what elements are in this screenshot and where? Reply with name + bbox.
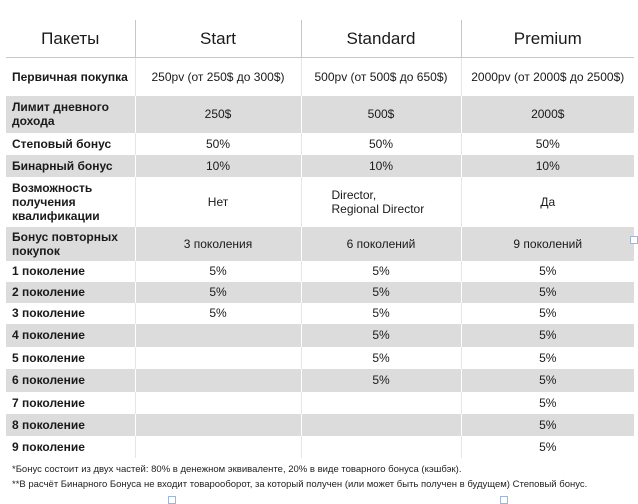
row-label: 8 поколение [6,414,135,436]
row-label: Лимит дневного дохода [6,96,135,133]
cell-premium: 5% [461,347,634,369]
cell-standard: 5% [301,261,461,282]
table-header-row [6,20,634,58]
cell-standard: 500$ [301,96,461,133]
cell-standard-line1: Director, [331,187,377,202]
table-row [6,392,634,414]
cell-premium: 5% [461,392,634,414]
table-row [6,436,634,458]
table-row [6,324,634,347]
table-row [6,177,634,227]
table-row [6,414,634,436]
header-premium: Premium [461,20,634,58]
footnote-2: **В расчёт Бинарного Бонуса не входит товарооборот, за который получен (или может быть получен в будущем) Степовый бонус. [12,479,588,490]
cell-premium: 10% [461,155,634,177]
cell-standard: 6 поколений [301,227,461,261]
cell-standard: 5% [301,324,461,347]
cell-premium: 2000pv (от 2000$ до 2500$) [461,58,634,96]
table-row [6,155,634,177]
table-row [6,227,634,261]
row-label: 4 поколение [6,324,135,347]
cell-premium: 2000$ [461,96,634,133]
resize-handle-bottom-right[interactable] [500,496,508,504]
cell-premium: 5% [461,436,634,458]
cell-start: 250pv (от 250$ до 300$) [135,58,301,96]
cell-start: 5% [135,261,301,282]
cell-premium: 50% [461,133,634,155]
table-row [6,96,634,133]
cell-start [135,347,301,369]
header-standard: Standard [301,20,461,58]
row-label: Бинарный бонус [6,155,135,177]
footnote-1: *Бонус состоит из двух частей: 80% в денежном эквиваленте, 20% в виде товарного бонуса (кэшбэк). [12,464,462,475]
cell-standard [301,392,461,414]
row-label: 5 поколение [12,350,85,365]
row-label: 6 поколение [6,369,135,392]
cell-standard: 500pv (от 500$ до 650$) [301,58,461,96]
footnotes [12,462,587,492]
cell-start: 10% [135,155,301,177]
cell-premium: 5% [461,282,634,303]
cell-premium: Да [461,177,634,227]
cell-standard: 5% [301,369,461,392]
cell-standard [301,414,461,436]
resize-handle-right[interactable] [630,236,638,244]
cell-start: 5% [135,282,301,303]
header-packages: Пакеты [6,20,135,58]
cell-start: 250$ [135,96,301,133]
cell-premium: 5% [461,261,634,282]
table-row [6,347,634,369]
row-label: Возможность получения квалификации [12,180,100,223]
cell-standard [301,177,461,227]
cell-start: Нет [135,177,301,227]
cell-standard-line2: Regional Director [331,201,425,216]
cell-standard: 10% [301,155,461,177]
cell-start [135,436,301,458]
row-label: Степовый бонус [12,136,112,151]
packages-comparison-table [6,20,634,458]
table-row [6,133,634,155]
row-label: Первичная покупка [12,69,128,84]
cell-standard: 5% [301,303,461,324]
cell-premium: 9 поколений [461,227,634,261]
cell-start [135,392,301,414]
table-row [6,369,634,392]
cell-premium: 5% [461,369,634,392]
cell-premium: 5% [461,414,634,436]
cell-start [135,414,301,436]
cell-start [135,369,301,392]
resize-handle-bottom[interactable] [168,496,176,504]
header-start: Start [135,20,301,58]
cell-standard: 50% [301,133,461,155]
row-label: 1 поколение [12,264,85,278]
cell-standard: 5% [301,282,461,303]
cell-premium: 5% [461,324,634,347]
row-label: 7 поколение [12,395,85,410]
cell-standard: 5% [301,347,461,369]
row-label: 3 поколение [12,306,85,320]
cell-start [135,324,301,347]
table-row [6,58,634,96]
cell-standard [301,436,461,458]
table-row [6,261,634,282]
table-row [6,303,634,324]
table-row [6,282,634,303]
row-label: 2 поколение [6,282,135,303]
cell-premium: 5% [461,303,634,324]
row-label: Бонус повторных покупок [6,227,135,261]
cell-start: 3 поколения [135,227,301,261]
cell-start: 50% [135,133,301,155]
cell-start: 5% [135,303,301,324]
row-label: 9 поколение [12,439,85,454]
